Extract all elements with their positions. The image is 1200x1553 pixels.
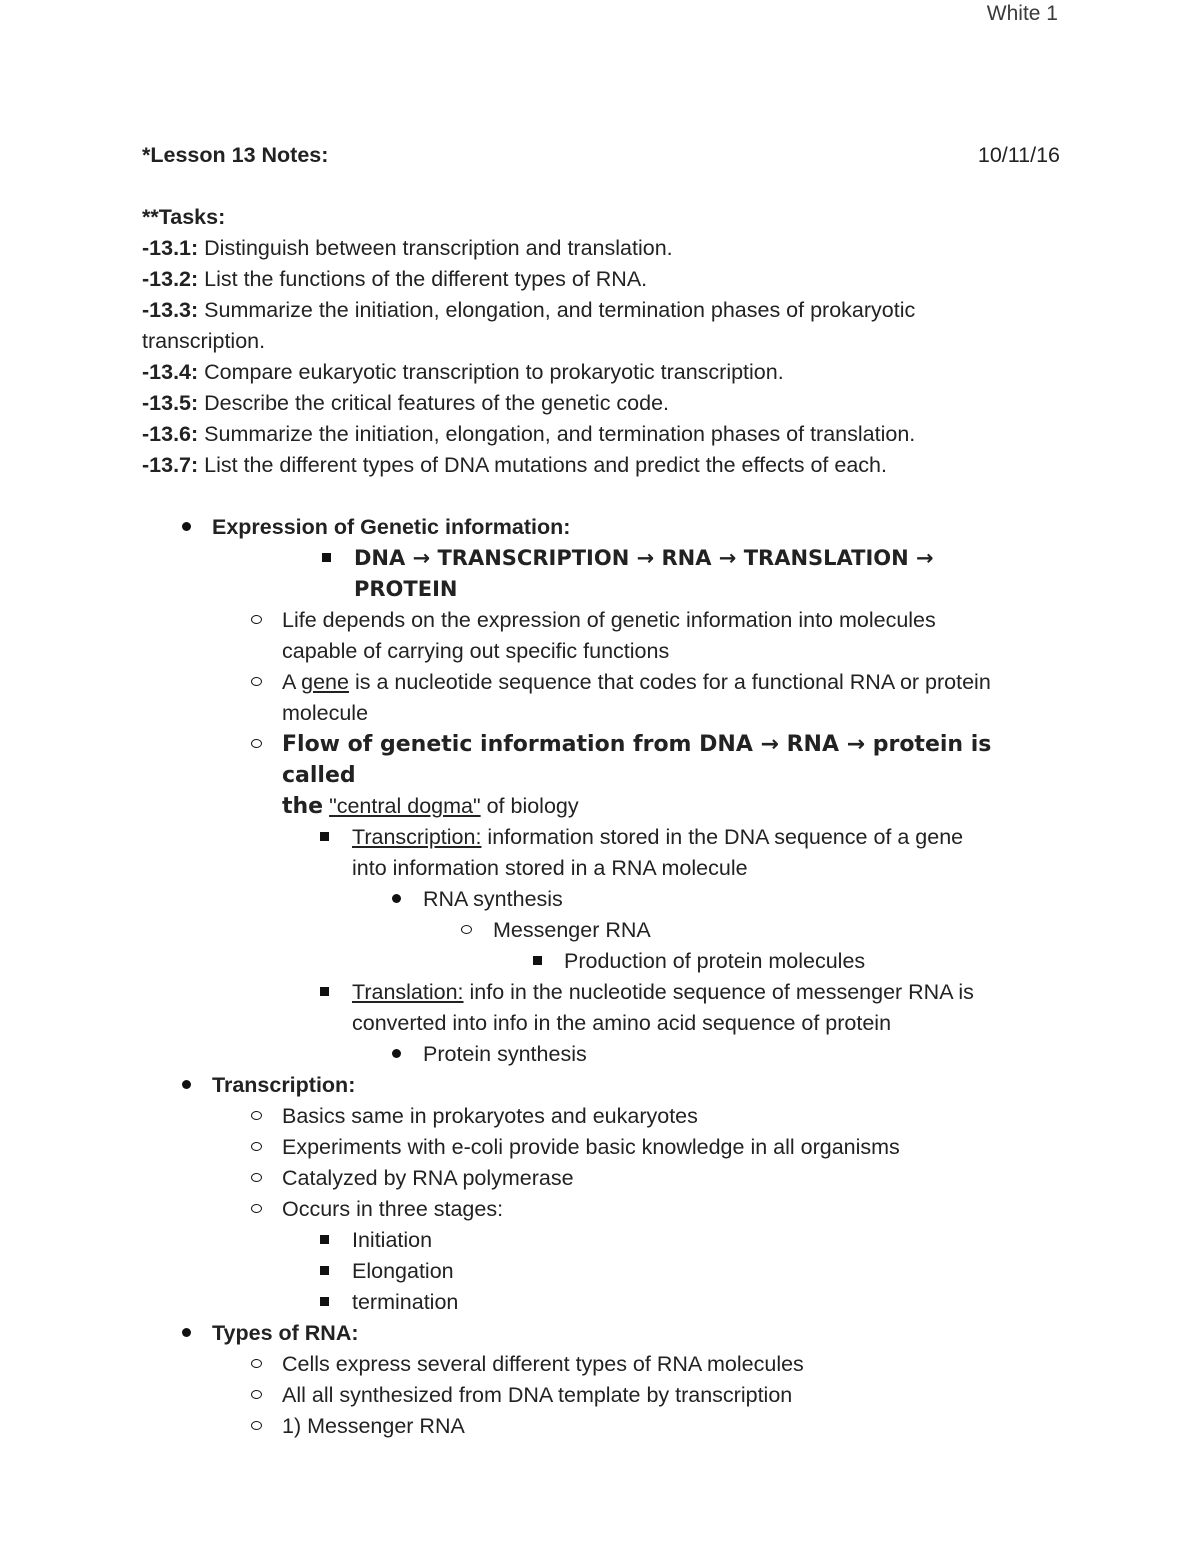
task-item: -13.4: Compare eukaryotic transcription to prokaryotic transcription. <box>142 360 784 384</box>
bullet-square-icon <box>533 956 542 965</box>
bullet-ring-icon <box>251 1204 262 1213</box>
bullet-ring-icon <box>461 925 472 934</box>
tasks-heading: **Tasks: <box>142 205 226 229</box>
bullet-ring-icon <box>251 1173 262 1182</box>
bullet-dot-icon <box>182 1328 191 1337</box>
bullet-ring-icon <box>251 1421 262 1430</box>
task-item: -13.1: Distinguish between transcription and translation. <box>142 236 673 260</box>
bullet-ring-icon <box>251 739 262 748</box>
bullet-ring-icon <box>251 677 262 686</box>
list-item: Cells express several different types of RNA molecules <box>142 1349 1060 1380</box>
lesson-date: 10/11/16 <box>977 143 1060 167</box>
list-item: Production of protein molecules <box>142 946 1060 977</box>
bullet-square-icon <box>320 1235 329 1244</box>
list-item: All all synthesized from DNA template by transcription <box>142 1380 1060 1411</box>
task-item: -13.5: Describe the critical features of the genetic code. <box>142 391 670 415</box>
list-item: Transcription: information stored in the DNA sequence of a gene into information stored in a RNA molecule <box>142 822 1060 884</box>
bullet-square-icon <box>320 1297 329 1306</box>
central-dogma-flow: DNA → TRANSCRIPTION → RNA → TRANSLATION → PROTEIN <box>142 543 1060 605</box>
task-item: -13.7: List the different types of DNA mutations and predict the effects of each. <box>142 453 887 477</box>
list-item: A gene is a nucleotide sequence that codes for a functional RNA or protein molecule <box>142 667 1060 729</box>
task-item: -13.6: Summarize the initiation, elongation, and termination phases of translation. <box>142 422 916 446</box>
section-heading-transcription: Transcription: <box>142 1070 1060 1101</box>
section-heading-expression: Expression of Genetic information: <box>142 512 1060 543</box>
list-item: Protein synthesis <box>142 1039 1060 1070</box>
bullet-square-icon <box>322 553 331 562</box>
list-item: 1) Messenger RNA <box>142 1411 1060 1442</box>
title-row <box>142 140 1060 171</box>
bullet-ring-icon <box>251 615 262 624</box>
task-item-continuation: transcription. <box>142 329 266 353</box>
list-item: Life depends on the expression of genetic information into molecules capable of carrying out specific functions <box>142 605 1060 667</box>
bullet-ring-icon <box>251 1111 262 1120</box>
bullet-ring-icon <box>251 1359 262 1368</box>
list-item: termination <box>142 1287 1060 1318</box>
bullet-dot-icon <box>392 894 401 903</box>
bullet-dot-icon <box>182 522 191 531</box>
section-heading-types-of-rna: Types of RNA: <box>142 1318 1060 1349</box>
list-item: Experiments with e-coli provide basic knowledge in all organisms <box>142 1132 1060 1163</box>
bullet-ring-icon <box>251 1142 262 1151</box>
bullet-square-icon <box>320 1266 329 1275</box>
bullet-square-icon <box>320 987 329 996</box>
lesson-title: *Lesson 13 Notes: <box>142 143 329 167</box>
bullet-square-icon <box>320 832 329 841</box>
task-item: -13.2: List the functions of the different types of RNA. <box>142 267 648 291</box>
list-item: Catalyzed by RNA polymerase <box>142 1163 1060 1194</box>
page-number: White 1 <box>986 2 1058 25</box>
list-item: Initiation <box>142 1225 1060 1256</box>
bullet-dot-icon <box>392 1049 401 1058</box>
task-item: -13.3: Summarize the initiation, elongation, and termination phases of prokaryotic <box>142 298 916 322</box>
list-item: Translation: info in the nucleotide sequence of messenger RNA is converted into info in the amino acid sequence of protein <box>142 977 1060 1039</box>
list-item: Flow of genetic information from DNA → RNA → protein is called the "central dogma" of biology <box>142 729 1060 822</box>
document-body <box>142 140 1060 1442</box>
list-item: Basics same in prokaryotes and eukaryotes <box>142 1101 1060 1132</box>
list-item: Messenger RNA <box>142 915 1060 946</box>
bullet-ring-icon <box>251 1390 262 1399</box>
bullet-dot-icon <box>182 1080 191 1089</box>
list-item: Occurs in three stages: <box>142 1194 1060 1225</box>
list-item: RNA synthesis <box>142 884 1060 915</box>
list-item: Elongation <box>142 1256 1060 1287</box>
